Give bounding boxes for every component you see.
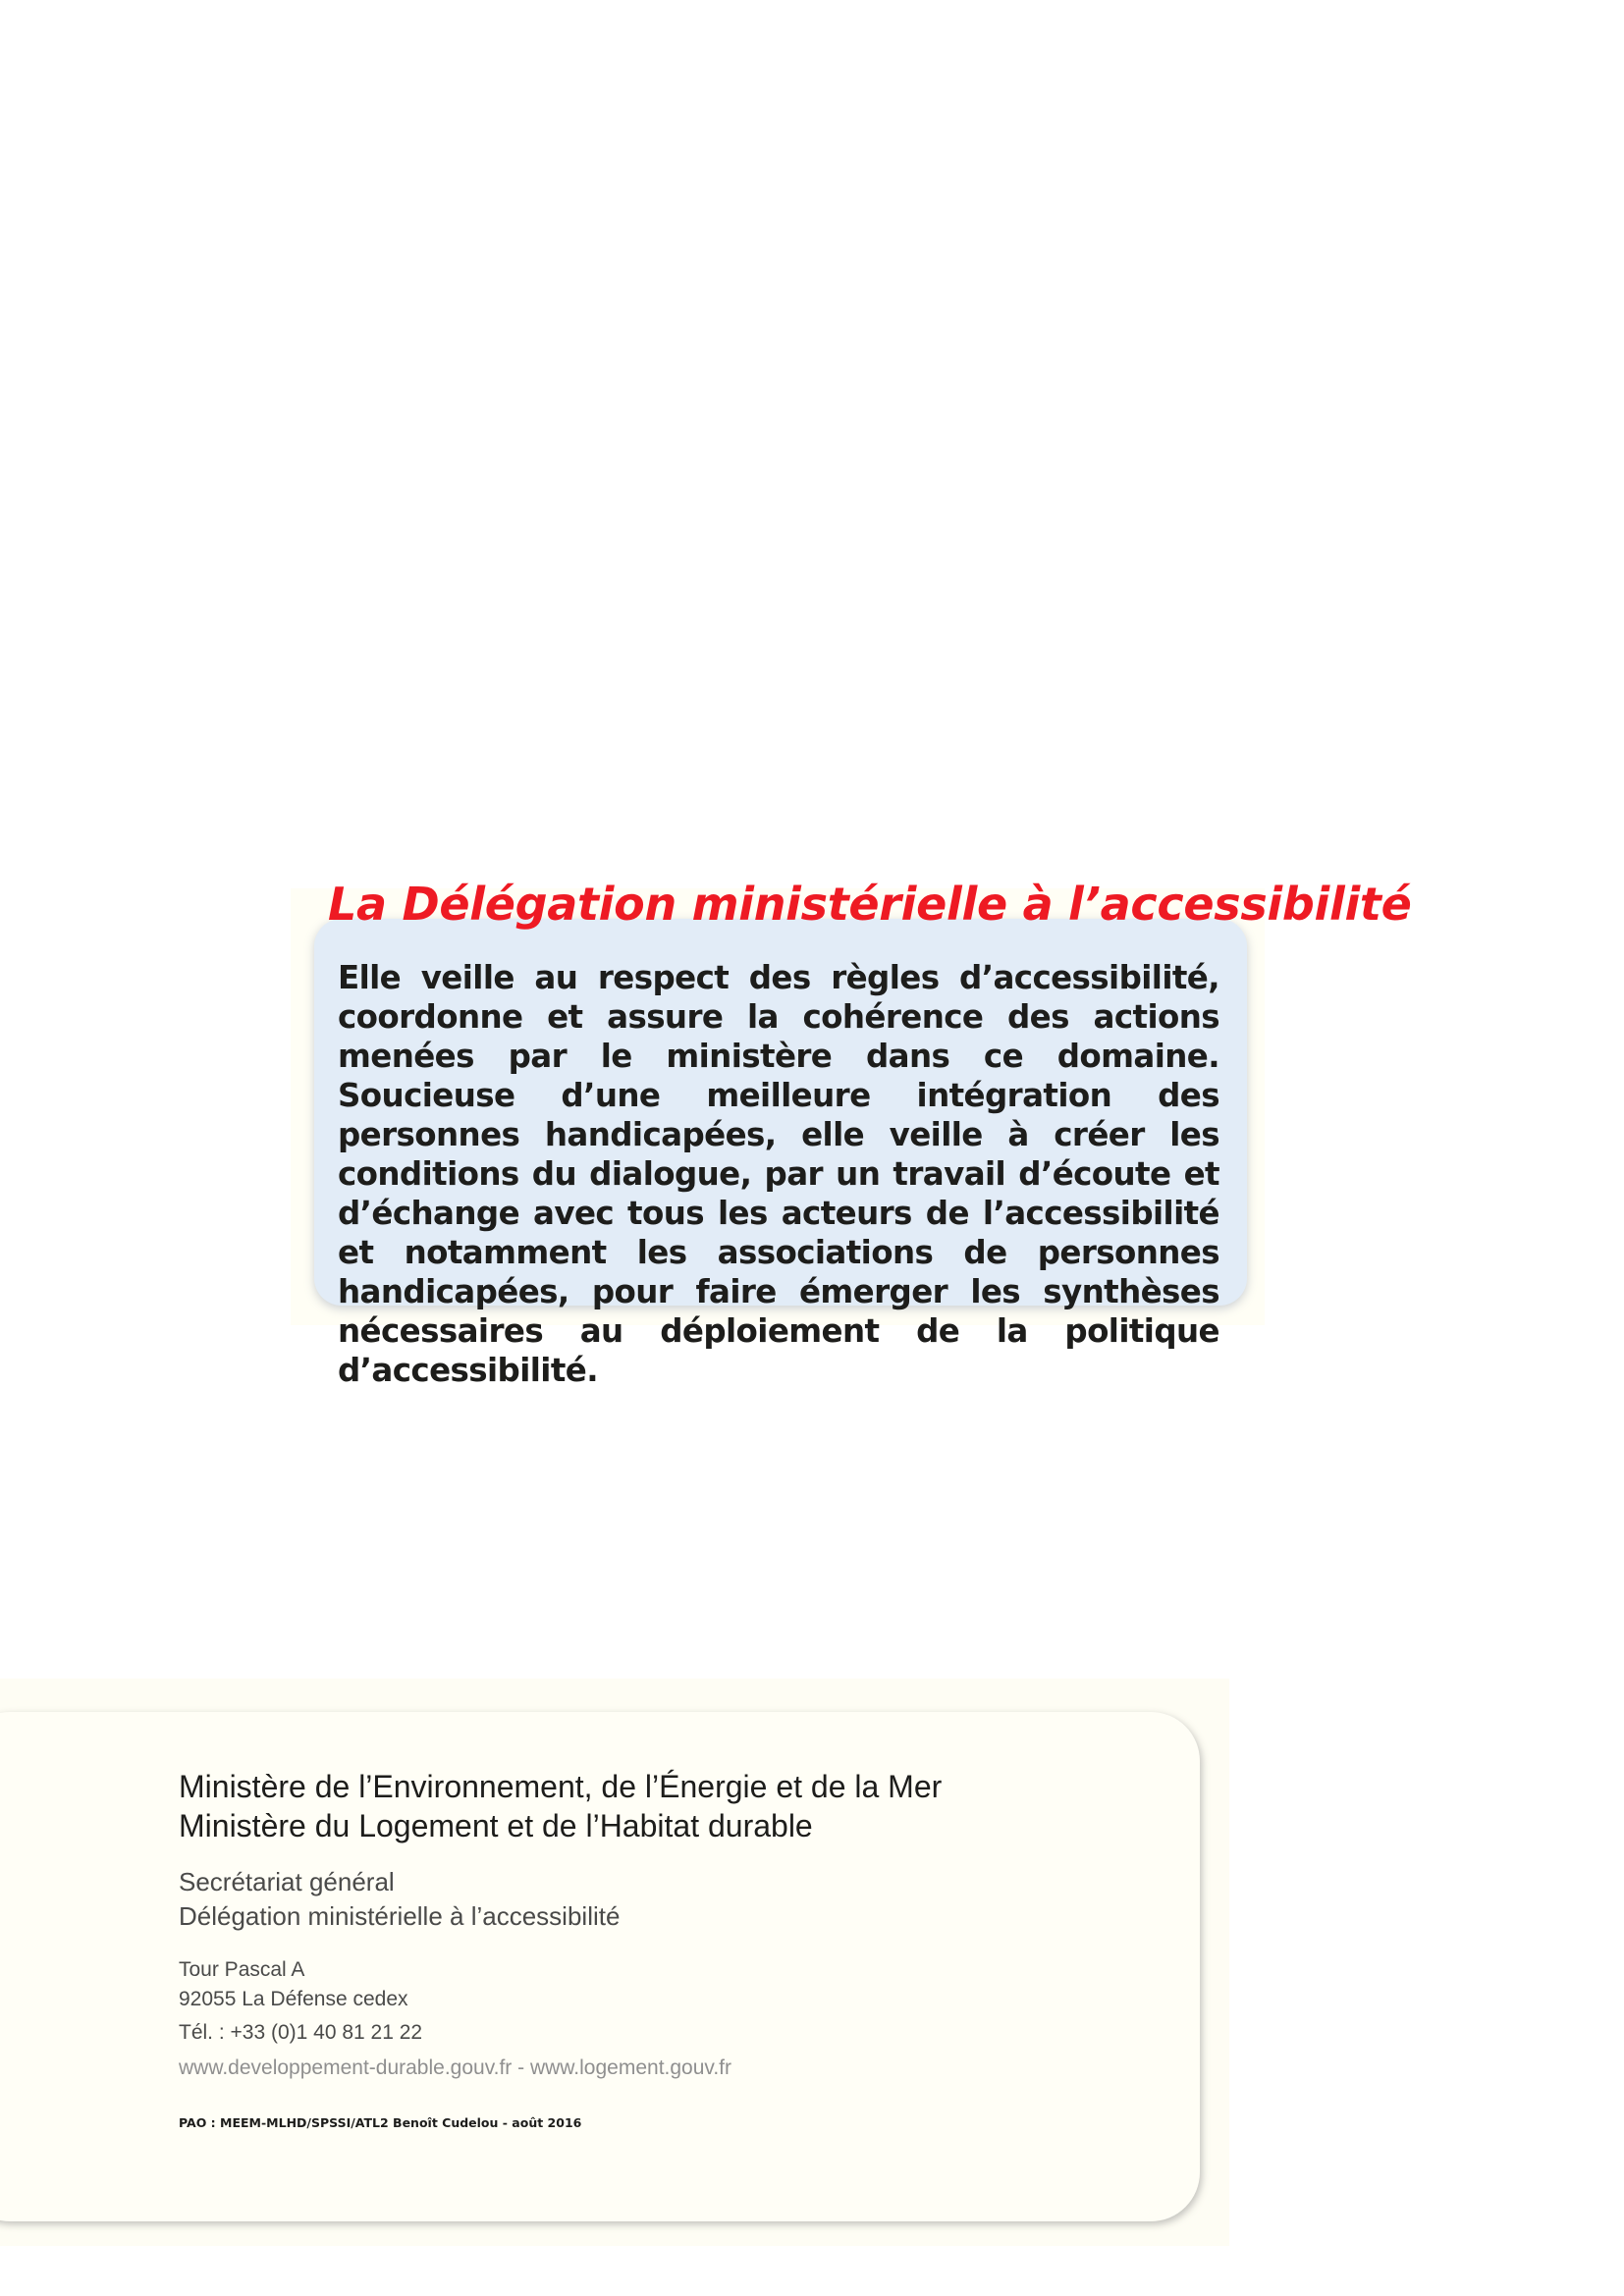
delegation-name: Délégation ministérielle à l’accessibilité bbox=[179, 1901, 621, 1931]
organisation-block bbox=[179, 1865, 1161, 1934]
address-building: Tour Pascal A bbox=[179, 1958, 305, 1981]
footer-content bbox=[179, 1767, 1161, 2132]
phone-number: Tél. : +33 (0)1 40 81 21 22 bbox=[179, 2021, 423, 2044]
delegation-title: La Délégation ministérielle à l’accessibilité bbox=[328, 878, 1412, 931]
publication-credit: PAO : MEEM-MLHD/SPSSI/ATL2 Benoît Cudelou - août 2016 bbox=[179, 2115, 582, 2130]
ministry-housing: Ministère du Logement et de l’Habitat durable bbox=[179, 1808, 813, 1843]
address-city: 92055 La Défense cedex bbox=[179, 1988, 408, 2010]
delegation-info-box bbox=[314, 919, 1247, 1389]
ministry-environment: Ministère de l’Environnement, de l’Énergie et de la Mer bbox=[179, 1769, 943, 1804]
postal-address bbox=[179, 1955, 1161, 2083]
secretariat-general: Secrétariat général bbox=[179, 1867, 395, 1896]
delegation-description: Elle veille au respect des règles d’accessibilité, coordonne et assure la cohérence des actions menées par le ministère dans ce domaine. Soucieuse d’une meilleure intégration des personnes handicapées, elle veille à créer les conditions du dialogue, par un travail d’écoute et d’échange avec tous les acteurs de l’accessibilité et notamment les associations de personnes handicapées, pour faire émerger les synthèses nécessaires au déploiement de la politique d’accessibilité. bbox=[338, 959, 1219, 1389]
website-links[interactable]: www.developpement-durable.gouv.fr - www.logement.gouv.fr bbox=[179, 2056, 732, 2079]
